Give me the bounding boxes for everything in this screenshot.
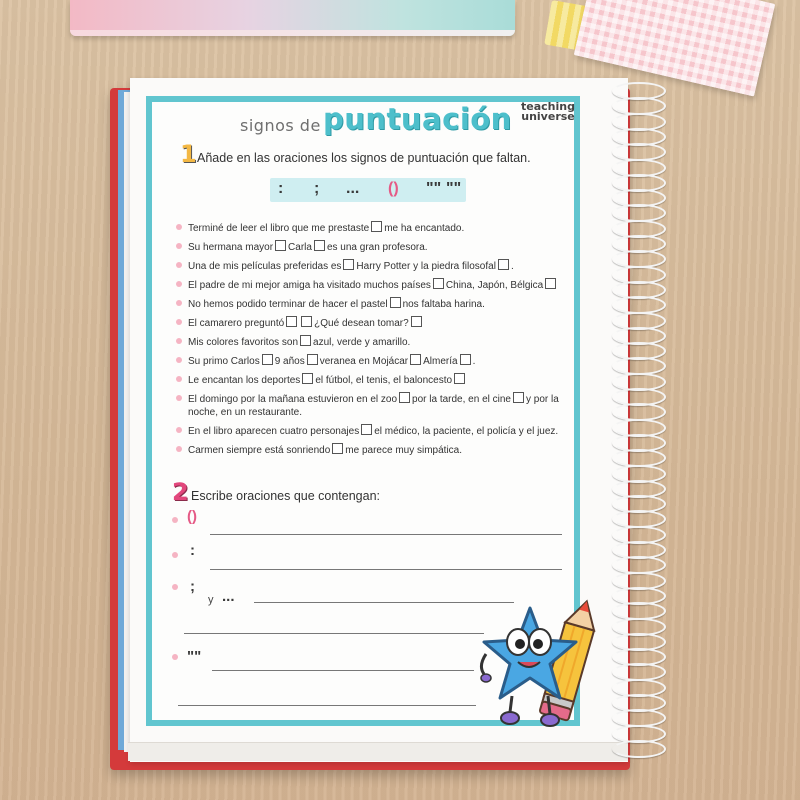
answer-box[interactable] [513,392,524,403]
exercise-1-instruction: Añade en las oraciones los signos de puntuación que faltan. [197,151,531,165]
sentence-item: Su hermana mayor Carla es una gran profesora. [174,240,574,254]
answer-box[interactable] [307,354,318,365]
answer-box[interactable] [460,354,471,365]
write-line[interactable] [254,602,514,603]
write-sign-semicolon: ; [190,578,195,595]
title-bold: puntuación [323,102,512,136]
sign-quotes-1: "" [426,180,442,197]
sentence-item: En el libro aparecen cuatro personajes el médico, la paciente, el policía y el juez. [174,424,574,438]
write-conjunction: y [208,594,214,606]
sentence-item: Una de mis películas preferidas es Harry Potter y la piedra filosofal . [174,259,574,273]
sign-colon: : [278,180,284,197]
answer-box[interactable] [262,354,273,365]
write-line[interactable] [210,569,562,570]
write-bullet [172,552,178,558]
write-line[interactable] [210,534,562,535]
answer-box[interactable] [545,278,556,289]
write-sign-colon: : [190,542,195,559]
sentence-item: Terminé de leer el libro que me prestaste me ha encantado. [174,221,574,235]
sentence-item: No hemos podido terminar de hacer el pastel nos faltaba harina. [174,297,574,311]
answer-box[interactable] [399,392,410,403]
answer-box[interactable] [302,373,313,384]
sentence-item: Le encantan los deportes el fútbol, el tenis, el baloncesto [174,373,574,387]
write-sign-parentheses: () [187,508,197,525]
title-light: signos de [240,116,321,135]
answer-box[interactable] [371,221,382,232]
sentence-item: El domingo por la mañana estuvieron en el zoo por la tarde, en el cine y por la noche, en un restaurante. [174,392,574,419]
sentence-list [174,221,574,462]
exercise-2-instruction: Escribe oraciones que contengan: [191,489,381,503]
star-pencil-mascot [478,594,608,734]
spiral-binding [612,82,667,762]
answer-box[interactable] [498,259,509,270]
write-line[interactable] [178,705,476,706]
sign-quotes-2: "" [446,180,462,197]
exercise-1-number: 1 [180,140,197,168]
answer-box[interactable] [314,240,325,251]
sentence-item: El camarero preguntó ¿Qué desean tomar? [174,316,574,330]
answer-box[interactable] [300,335,311,346]
sentence-item: Carmen siempre está sonriendo me parece muy simpática. [174,443,574,457]
answer-box[interactable] [454,373,465,384]
answer-box[interactable] [361,424,372,435]
write-bullet [172,654,178,660]
answer-box[interactable] [410,354,421,365]
write-bullet [172,517,178,523]
sign-semicolon: ; [314,180,320,197]
answer-box[interactable] [411,316,422,327]
answer-box[interactable] [275,240,286,251]
answer-box[interactable] [433,278,444,289]
sentence-item: Mis colores favoritos son azul, verde y amarillo. [174,335,574,349]
write-sign-quotes: "" [187,648,202,665]
page-stack-edge [128,742,628,761]
sentence-item: El padre de mi mejor amiga ha visitado muchos países China, Japón, Bélgica [174,278,574,292]
write-line[interactable] [184,633,484,634]
logo-line1: teaching [521,100,575,113]
answer-box[interactable] [301,316,312,327]
sign-parentheses: () [388,180,399,197]
teaching-universe-logo [518,102,578,122]
logo-line2: universe [521,110,575,123]
write-sign-ellipsis: ... [222,588,235,605]
spiral-ring [612,740,666,758]
answer-box[interactable] [332,443,343,454]
exercise-2-number: 2 [172,478,189,506]
sign-ellipsis: ... [346,180,360,197]
answer-box[interactable] [343,259,354,270]
notebook-prop [70,0,515,36]
write-line[interactable] [212,670,474,671]
sentence-item: Su primo Carlos 9 años veranea en Mojácar Almería . [174,354,574,368]
answer-box[interactable] [286,316,297,327]
answer-box[interactable] [390,297,401,308]
write-bullet [172,584,178,590]
punctuation-signs-strip [270,178,466,202]
